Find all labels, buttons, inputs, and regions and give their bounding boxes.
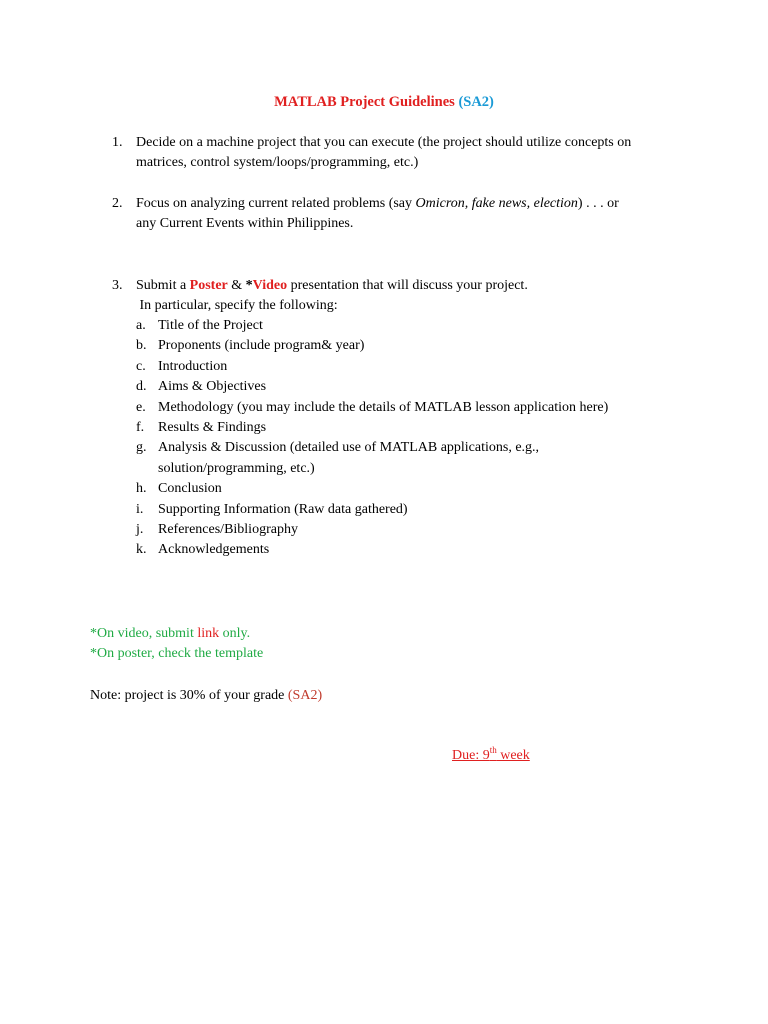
sub-letter: j.	[136, 522, 144, 538]
poster-note: *On poster, check the template	[90, 646, 264, 661]
text-run: Due: 9	[452, 748, 490, 763]
sub-text: Proponents (include program& year)	[158, 338, 365, 354]
list-item-2-line2: any Current Events within Philippines.	[136, 216, 354, 232]
list-item-3	[112, 276, 692, 317]
title-tag: (SA2)	[458, 94, 494, 110]
list-item-1	[112, 133, 692, 174]
sub-letter: e.	[136, 399, 146, 415]
text-run: Submit a	[136, 278, 190, 293]
sub-item-e	[136, 398, 696, 418]
title-main: MATLAB Project Guidelines	[274, 94, 455, 110]
sub-letter: c.	[136, 358, 146, 374]
sub-list	[136, 316, 696, 561]
sub-letter: d.	[136, 379, 147, 395]
ordinal-suffix: th	[489, 745, 497, 755]
text-run: ) . . . or	[577, 196, 619, 211]
sub-text: Conclusion	[158, 481, 222, 497]
list-item-1-line1: Decide on a machine project that you can execute (the project should utilize concepts on	[136, 135, 632, 150]
video-label: Video	[252, 278, 288, 293]
due-date	[452, 746, 530, 766]
grade-tag: (SA2)	[287, 688, 323, 703]
sub-item-g	[136, 438, 696, 479]
sub-text: Analysis & Discussion (detailed use of MATLAB applications, e.g.,	[158, 440, 540, 456]
link-word: link	[197, 626, 220, 641]
sub-item-b	[136, 336, 696, 356]
list-item-2-line1	[136, 194, 692, 214]
sub-letter: g.	[136, 440, 147, 456]
sub-letter: f.	[136, 420, 145, 436]
sub-text-continued: solution/programming, etc.)	[158, 460, 315, 476]
sub-item-k	[136, 540, 696, 560]
sub-item-f	[136, 418, 696, 438]
sub-letter: i.	[136, 501, 144, 517]
text-run: presentation that will discuss your project.	[287, 278, 528, 293]
text-run: Focus on analyzing current related problems (say	[136, 196, 416, 211]
sub-text: Methodology (you may include the details of MATLAB lesson application here)	[158, 399, 609, 415]
text-run: *On video, submit	[90, 626, 198, 641]
sub-item-a	[136, 316, 696, 336]
grade-note	[90, 686, 322, 706]
sub-item-c	[136, 357, 696, 377]
text-run: week	[496, 748, 530, 763]
sub-letter: k.	[136, 542, 147, 558]
list-item-3-line2: In particular, specify the following:	[136, 298, 338, 314]
sub-item-d	[136, 377, 696, 397]
sub-text: Acknowledgements	[158, 542, 270, 558]
sub-text: Introduction	[158, 358, 228, 374]
list-item-3-line1	[136, 276, 692, 296]
sub-letter: a.	[136, 318, 146, 333]
asterisk: *	[245, 278, 253, 293]
text-run: only.	[219, 626, 251, 641]
list-item-2	[112, 194, 692, 235]
list-number: 3.	[112, 278, 123, 293]
sub-letter: b.	[136, 338, 147, 354]
list-item-1-line2: matrices, control system/loops/programming, etc.)	[136, 155, 419, 171]
sub-item-i	[136, 500, 696, 520]
sub-letter: h.	[136, 481, 147, 497]
sub-text: References/Bibliography	[158, 522, 298, 538]
sub-text: Title of the Project	[158, 318, 263, 333]
sub-text: Results & Findings	[158, 420, 267, 436]
video-note	[90, 624, 250, 644]
sub-text: Aims & Objectives	[158, 379, 267, 395]
sub-item-h	[136, 479, 696, 499]
text-run: &	[227, 278, 246, 293]
sub-item-j	[136, 520, 696, 540]
sub-text: Supporting Information (Raw data gathered)	[158, 501, 408, 517]
poster-label: Poster	[189, 278, 228, 293]
list-number: 2.	[112, 196, 123, 211]
page-title	[0, 92, 768, 112]
list-number: 1.	[112, 135, 123, 150]
italic-examples: Omicron, fake news, election	[415, 196, 578, 211]
text-run: Note: project is 30% of your grade	[90, 688, 288, 703]
